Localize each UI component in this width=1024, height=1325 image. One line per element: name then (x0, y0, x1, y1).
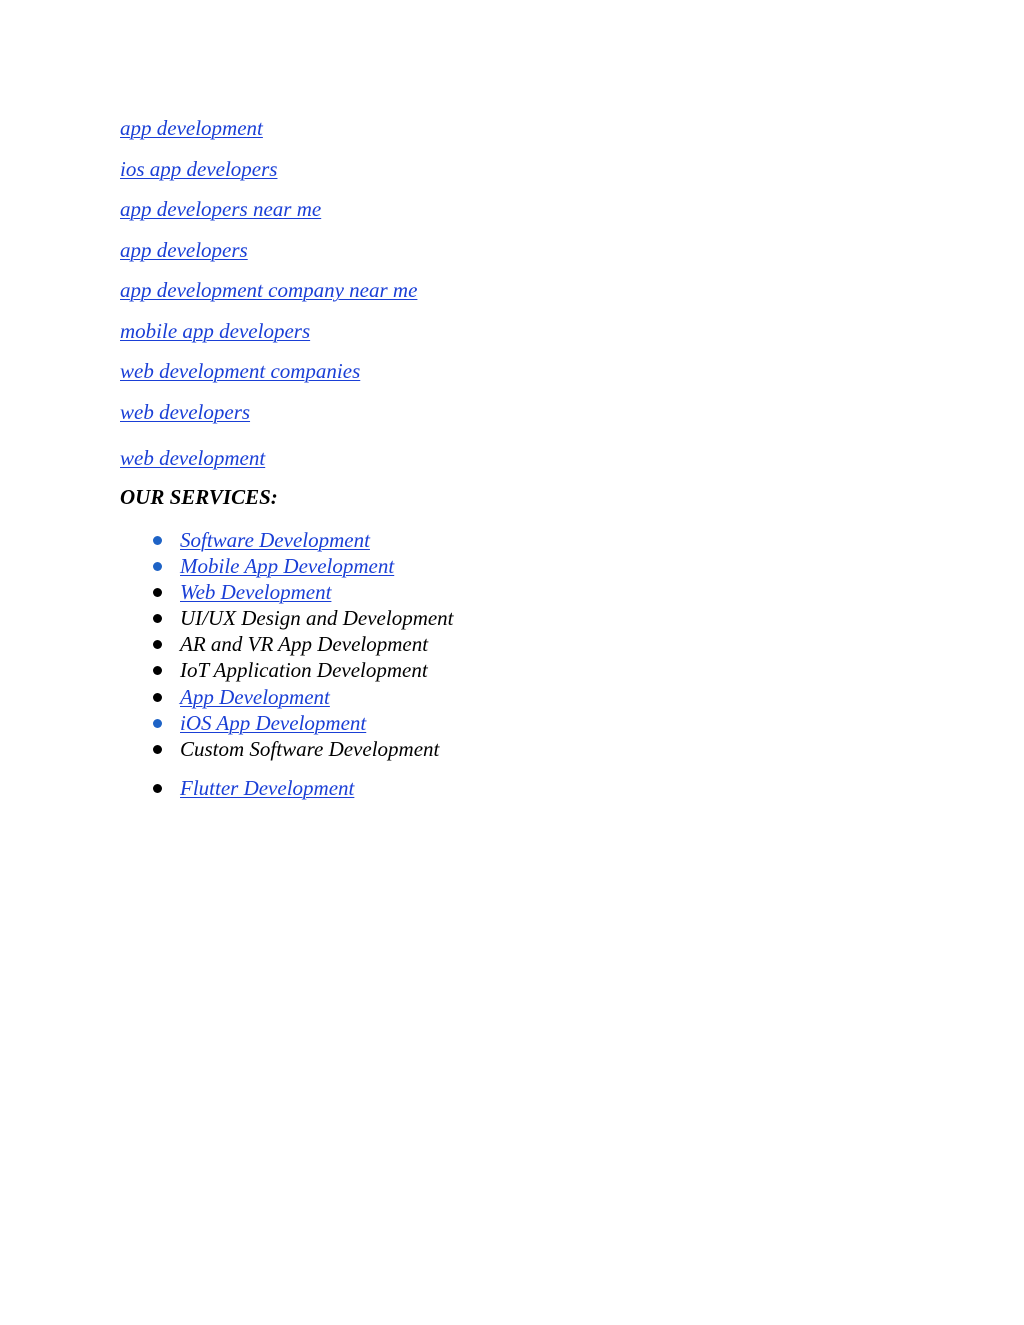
list-item (150, 530, 370, 551)
service-text-ar-vr: AR and VR App Development (180, 632, 429, 656)
link-ios-app-developers[interactable]: ios app developers (120, 157, 278, 181)
list-item (150, 713, 366, 734)
list-item (150, 634, 428, 655)
bullet-icon (153, 693, 162, 702)
bullet-icon (153, 562, 162, 571)
link-app-development[interactable]: app development (120, 116, 263, 140)
list-item (150, 660, 428, 681)
bullet-icon (153, 745, 162, 754)
list-item (150, 556, 394, 577)
services-heading: OUR SERVICES: (120, 485, 278, 509)
service-text-iot: IoT Application Development (180, 658, 428, 682)
link-web-development[interactable]: web development (120, 446, 266, 470)
list-item (150, 687, 330, 708)
link-app-development-company-near-me[interactable]: app development company near me (120, 278, 418, 302)
service-link-mobile-app-development[interactable]: Mobile App Development (180, 554, 395, 578)
service-link-app-development[interactable]: App Development (180, 685, 330, 709)
bullet-icon (153, 640, 162, 649)
service-link-flutter-development[interactable]: Flutter Development (180, 776, 355, 800)
link-web-developers[interactable]: web developers (120, 400, 251, 424)
service-text-custom-software: Custom Software Development (180, 737, 440, 761)
bullet-icon (153, 784, 162, 793)
service-link-ios-app-development[interactable]: iOS App Development (180, 711, 367, 735)
bullet-icon (153, 666, 162, 675)
bullet-icon (153, 614, 162, 623)
link-app-developers[interactable]: app developers (120, 238, 248, 262)
list-item (150, 739, 439, 760)
service-link-software-development[interactable]: Software Development (180, 528, 370, 552)
list-item (150, 608, 454, 629)
bullet-icon (153, 719, 162, 728)
bullet-icon (153, 588, 162, 597)
link-web-development-companies[interactable]: web development companies (120, 359, 361, 383)
bullet-icon (153, 536, 162, 545)
service-link-web-development[interactable]: Web Development (180, 580, 332, 604)
list-item (150, 582, 331, 603)
link-mobile-app-developers[interactable]: mobile app developers (120, 319, 311, 343)
list-item (150, 778, 354, 799)
service-text-ui-ux-design: UI/UX Design and Development (180, 606, 454, 630)
link-app-developers-near-me[interactable]: app developers near me (120, 197, 322, 221)
